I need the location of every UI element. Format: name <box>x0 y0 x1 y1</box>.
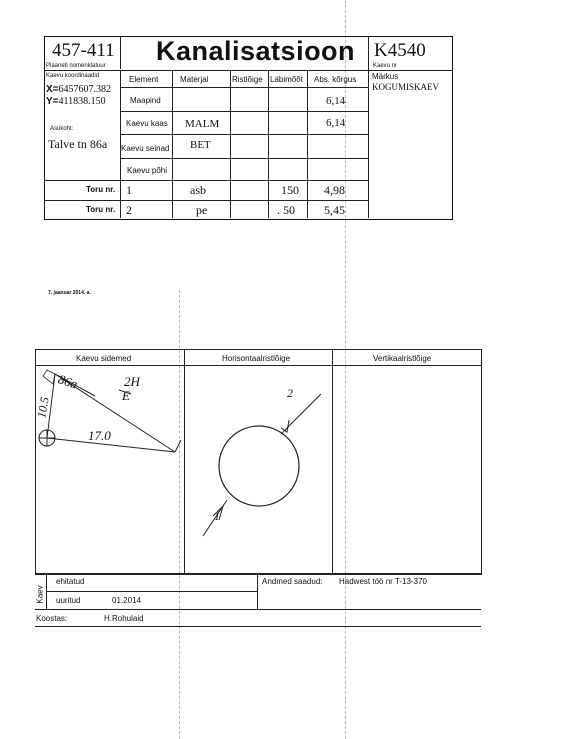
author-value: H.Rohulaid <box>104 614 144 623</box>
coordinates-label: Kaevu koordinaadid <box>46 73 100 79</box>
col-header-abs-height: Abs. kõrgus <box>314 75 357 84</box>
diagram-title-horizontal: Horisontaalristlõige <box>222 354 291 363</box>
y-value: 411838.150 <box>58 96 106 107</box>
x-label: X= <box>46 84 59 95</box>
label-86a: 86a <box>56 371 80 392</box>
location-label: Asukoht: <box>50 126 74 132</box>
built-label: ehitatud <box>56 577 85 586</box>
row-height-value: 6,14 <box>326 95 346 107</box>
col-header-diameter: Läbimõõt <box>270 75 303 84</box>
label-17-0: 17.0 <box>88 428 111 443</box>
label-2h: 2H <box>124 374 140 389</box>
pipe-diameter: . 50 <box>277 203 295 217</box>
location-value: Talve tn 86a <box>48 137 108 151</box>
pipe-diameter: 150 <box>281 183 299 197</box>
col-header-element: Element <box>129 75 159 84</box>
diagram-title-ties: Kaevu sidemed <box>76 354 132 363</box>
pipe-label: Toru nr. <box>86 205 116 214</box>
side-label: Kaev <box>35 585 45 604</box>
row-material-value: BET <box>190 139 211 151</box>
sheet-caption: Plaaneti nomenklatuur <box>46 63 106 69</box>
pipe-material: pe <box>196 203 208 217</box>
remarks-value: KOGUMISKAEV <box>372 82 439 92</box>
well-code: K4540 <box>374 40 426 61</box>
x-value: 6457607.382 <box>58 84 112 95</box>
diagram-title-vertical: Vertikaalristlõige <box>373 354 432 363</box>
pipe-number: 2 <box>126 203 132 217</box>
coordinate-x <box>46 84 111 95</box>
row-material-value: MALM <box>185 118 220 130</box>
coordinate-y <box>46 96 106 107</box>
page-title: Kanalisatsioon <box>156 36 356 66</box>
label-e: E <box>122 388 130 403</box>
label-pipe-1: 1 <box>214 509 220 523</box>
sheet-number: 457-411 <box>52 40 115 61</box>
pipe-number: 1 <box>126 183 132 197</box>
row-element-label: Kaevu põhi <box>127 166 168 175</box>
y-label: Y= <box>46 96 59 107</box>
pipe-height: 5,45 <box>324 203 345 217</box>
updated-label: uuritud <box>56 596 81 605</box>
col-header-cross-section: Ristlõige <box>232 75 263 84</box>
pipe-height: 4,98 <box>324 183 345 197</box>
row-height-value: 6,14 <box>326 117 346 129</box>
source-value: Hadwest töö nr T-13-370 <box>339 577 427 586</box>
remarks-label: Märkus <box>372 72 399 81</box>
row-element-label: Maapind <box>130 96 161 105</box>
updated-value: 01.2014 <box>112 596 141 605</box>
pipe-material: asb <box>190 183 206 197</box>
date-note: 7. jaanuar 2014. a. <box>48 290 91 296</box>
horizontal-section-sketch <box>185 366 332 573</box>
author-label: Koostas: <box>36 614 68 623</box>
label-pipe-2: 2 <box>287 386 293 400</box>
pipe-label: Toru nr. <box>86 185 116 194</box>
source-label: Andmed saadud: <box>262 577 323 586</box>
row-element-label: Kaevu seinad <box>121 144 170 153</box>
label-10-5: 10.5 <box>34 395 52 419</box>
col-header-material: Materjal <box>180 75 209 84</box>
well-caption: Kaevu nr <box>373 63 398 69</box>
row-element-label: Kaevu kaas <box>126 119 168 128</box>
